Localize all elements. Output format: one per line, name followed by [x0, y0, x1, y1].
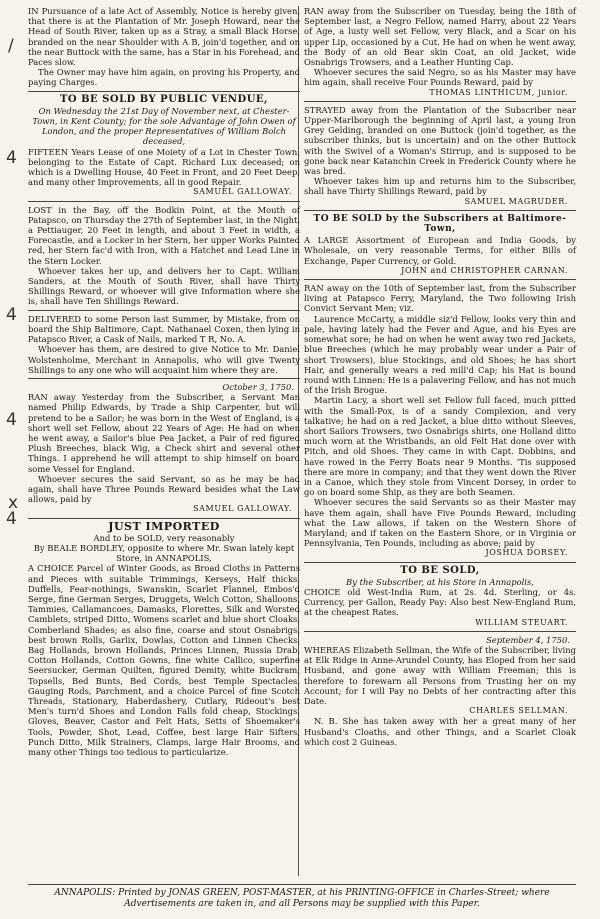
ad-text: LOST in the Bay, off the Bodkin Point, at the Mouth of Patapsco, on Thursday the 27th of September last, in the Night, a Pettiauger, 20 Feet in length, and about 3 Feet in width, a Forecastle, and a Locker in her Stern, her upper Works Painted red, her Stern fac'd with Iron, with a Hatchet and Lead Line in the Stern Locker.	[28, 204, 300, 266]
lost-boat-ad	[28, 205, 300, 307]
ad-date: October 3, 1750.	[222, 381, 294, 392]
right-column	[304, 6, 576, 750]
ad-text: Laurence McCarty, a middle siz'd Fellow, looks very thin and pale, having lately had the Fever and Ague, and his Eyes are somewhat sore; he had on when he went away two red Jackets, blue Breeches (which he may probably wear under a Pair of short Trowsers), blue Stockings, and old Shoes; he has short Hair, and generally wears a red mill'd Cap; his Hat is bound round with Linnen: He is a palavering Fellow, and has not much of the Irish Brogue.	[304, 313, 576, 396]
carnan-goods-ad	[304, 214, 576, 276]
ad-text: WHEREAS Elizabeth Sellman, the Wife of the Subscriber, living at Elk Ridge in Anne-Arundel County, has Eloped from her said Husband, and gone away with William Freeman; this is therefore to forewarn all Persons from Trusting her on my Account; for I will Pay no Debts of her contracting after this Date.	[304, 644, 576, 706]
ad-text: Martin Lacy, a short well set Fellow full faced, much pitted with the Small-Pox, is of a sandy Complexion, and very talkative; he had on a red Jacket, a blue ditto without Sleeves, short Sailors Trowsers, two Osnabrigs shirts, one Holland ditto much worn at the Wristbands, an old Felt Hat done over with Pitch, and old Shoes. They came in with Capt. Dobbins, and have rowed in the Ferry Boats near 9 Months. 'Tis supposed there are more in company; and that they went down the River in a Canoe, which they stole from Vincent Dorsey, in order to go on board some Ship, as they are both Seamen.	[304, 395, 576, 498]
ad-text: Whoever takes her up, and delivers her to Capt. William Sanders, at the Mouth of South River, shall have Thirty Shillings Reward, or whoever will give Information where she is, shall have Ten Shillings Reward.	[28, 265, 300, 307]
ad-heading: TO BE SOLD BY PUBLIC VENDUE,	[59, 93, 269, 105]
ad-subheading: On Wednesday the 21st Day of November next, at Chester-Town, in Kent County; for the sole Advantage of John Owen of London, and the proper Representatives of William Bolch deceased,	[32, 105, 296, 147]
signature: THOMAS LINTHICUM, junior.	[429, 87, 568, 97]
divider	[28, 91, 300, 92]
runaway-negro-ad	[304, 6, 576, 98]
ad-text: Whoever secures the said Servants so as their Master may have them again, shall have Five Pounds Reward, including what the Law allows, if taken on the Western Shore of Maryland; and if taken on the Eastern Shore, or in Virginia or Pennsylvania, Ten Pounds, including as above; paid by	[304, 497, 576, 549]
signature: WILLIAM STEUART.	[475, 617, 568, 627]
ad-heading: TO BE SOLD,	[400, 564, 480, 576]
margin-mark: 4	[6, 148, 17, 168]
signature: JOSHUA DORSEY.	[485, 548, 568, 558]
margin-mark: x	[8, 493, 19, 513]
notice-text: IN Pursuance of a late Act of Assembly, Notice is hereby given, that there is at the Plantation of Mr. Joseph Howard, near the Head of South River, taken up as a Stray, a small Black Horse, branded on the near Shoulder with A B, join'd together, and on the near Buttock with the same, has a Star in his Forehead, and Paces slow.	[28, 6, 300, 68]
vendue-ad	[28, 95, 300, 198]
divider	[28, 518, 300, 519]
ad-text: A LARGE Assortment of European and India Goods, by Wholesale, on very reasonable Terms, for either Bills of Exchange, Paper Currency, or Gold.	[304, 235, 576, 266]
ad-date: September 4, 1750.	[486, 634, 570, 645]
divider	[28, 310, 300, 311]
margin-mark: 4	[6, 305, 17, 325]
divider	[304, 562, 576, 563]
divider	[304, 279, 576, 280]
runaway-servant-ad	[28, 382, 300, 515]
sellman-notice	[304, 635, 576, 747]
margin-mark: 4	[6, 410, 17, 430]
ad-text: Whoever secures the said Servant, so as he may be had again, shall have Three Pounds Reward besides what the Law allows, paid by	[28, 473, 300, 505]
divider	[28, 378, 300, 379]
ad-text: RAN away on the 10th of September last, from the Subscriber living at Patapsco Ferry, Maryland, the Two following Irish Convict Servant Men; viz.	[304, 283, 576, 314]
signature: SAMUEL MAGRUDER.	[464, 196, 568, 206]
ad-subheading: By the Subscriber, at his Store in Annapolis,	[346, 576, 534, 587]
ad-text: Whoever has them, are desired to give Notice to Mr. Daniel Wolstenholme, Merchant in Annapolis, who will give Twenty Shillings to any one who will acquaint him where they are.	[28, 344, 300, 375]
printer-imprint: ANNAPOLIS: Printed by JONAS GREEN, POST-MASTER, at his PRINTING-OFFICE in Charles-Street; where Advertisements are taken in, and all Persons may be supplied with this Paper.	[28, 884, 576, 910]
rum-ad	[304, 566, 576, 628]
signature: CHARLES SELLMAN.	[469, 706, 568, 716]
ad-text: RAN away from the Subscriber on Tuesday, being the 18th of September last, a Negro Fellow, named Harry, about 22 Years of Age, a lusty well set Fellow, very Black, and a Scar on his upper Lip, occasioned by a Cut. He had on when he went away, the Body of an old Bear skin Coat, an old Jacket, wide Osnabrigs Trowsers, and a Leather Hunting Cap.	[304, 6, 576, 68]
ad-text: FIFTEEN Years Lease of one Moiety of a Lot in Chester Town, belonging to the Estate of Capt. Richard Lux deceased; on which is a Dwelling House, 40 Feet in Front, and 20 Feet Deep, and many other Improvements, all in good Repair.	[28, 146, 300, 188]
irish-convicts-ad	[304, 283, 576, 558]
ad-text: RAN away Yesterday from the Subscriber, a Servant Man named Philip Edwards, by Trade a Ship Carpenter, but will pretend to be a Sailor; he was born in the West of England, is a short well set Fellow, about 22 Years of Age: He had on when he went away, a Sailor's blue Pea Jacket, a Pair of red figured Plush Breeches, black Wig, a Check shirt and several other Things. I apprehend he will attempt to ship himself on board some Vessel for England.	[28, 392, 300, 474]
left-column	[28, 6, 300, 760]
ad-subheading: And to be SOLD, very reasonably	[93, 532, 235, 543]
strayed-gelding-ad	[304, 105, 576, 207]
signature: JOHN and CHRISTOPHER CARNAN.	[401, 265, 568, 275]
ad-text: STRAYED away from the Plantation of the Subscriber near Upper-Marlborough the beginning of April last, a young Iron Grey Gelding, branded on one Buttock (join'd together, as the subscriber thinks, but is uncertain) and on the other Buttock with the Swivel of a Woman's Stirrup, and is supposed to be gone back near Katanchin Creek in Frederick County where he was bred.	[304, 104, 576, 177]
imported-goods-ad	[28, 519, 300, 758]
ad-text: DELIVERED to some Person last Summer, by Mistake, from on board the Ship Baltimore, Capt. Nathanael Coxen, then lying in Patapsco River, a Cask of Nails, marked T R, No. A.	[28, 313, 300, 345]
divider	[28, 201, 300, 202]
divider	[304, 210, 576, 211]
ad-text: N. B. She has taken away with her a great many of her Husband's Cloaths, and other Things, and a Scarlet Cloak which cost 2 Guineas.	[304, 716, 576, 747]
ad-subheading: By BEALE BORDLEY, opposite to where Mr. Swan lately kept Store, in ANNAPOLIS,	[33, 542, 295, 564]
signature: SAMUEL GALLOWAY.	[193, 504, 292, 514]
notice-text: The Owner may have him again, on proving his Property, and paying Charges.	[28, 67, 300, 88]
divider	[304, 101, 576, 102]
ad-text: Whoever takes him up and returns him to the Subscriber, shall have Thirty Shillings Reward, paid by	[304, 176, 576, 197]
margin-mark: /	[8, 36, 14, 56]
divider	[304, 631, 576, 632]
signature: SAMUEL GALLOWAY.	[193, 187, 292, 197]
stray-horse-notice	[28, 6, 300, 88]
ad-text: CHOICE old West-India Rum, at 2s. 4d. Sterling, or 4s. Currency, per Gallon, Ready Pay: Also best New-England Rum, at the cheapest Rates.	[304, 586, 576, 618]
ad-heading: TO BE SOLD by the Subscribers at Baltimore-Town,	[313, 213, 567, 235]
ad-heading: JUST IMPORTED	[108, 519, 220, 533]
margin-mark: 4	[6, 509, 17, 529]
delivered-nails-ad	[28, 314, 300, 375]
ad-text: A CHOICE Parcel of Winter Goods, as Broad Cloths in Patterns and Pieces with suitable Trimmings, Kerseys, Half thicks, Duffells, Fear-nothings, Swanskin, Scarlet Flannel, Embos'd Serge, fine German Serges, Druggets, Welch Cotton, Shalloons, Tammies, Callamancoes, Damasks, Florettes, Silk and Worsted Camblets, striped Ditto, Womens scarlet and blue short Cloaks, Comberland Shades; as also fine, coarse and stout Osnabrigs, best brown Rolls, Garlix, Dowlas, Cotton and Linnen Checks, Bag Hollands, brown Hollands, Princes Linnen, Russia Drab, Cotton Hollands, Cotton Gowns, fine white Callico, superfine Seersucker, German Quilten, figured Demity, white Buckram, Topsells, Bed Bunts, Bed Cords, best Temple Spectacles, Gauging Rods, Parchment, and a choice Parcel of fine Scotch Threads, Stationary, Haberdashery, Cutlary, Rideout's best Men's turn'd Shoes and London Falls fold cheap, Stockings, Gloves, Beaver, Castor and Felt Hats, Setts of Shoemaker's Tools, Powder, Shot, Lead, Coffee, best large Hair Sifters, Punch Ditto, Milk Strainers, Clamps, large Hair Brooms, and many other Things too tedious to particularize.	[28, 563, 300, 758]
ad-text: Whoever secures the said Negro, so as his Master may have him again, shall receive Four Pounds Reward, paid by	[304, 67, 576, 88]
